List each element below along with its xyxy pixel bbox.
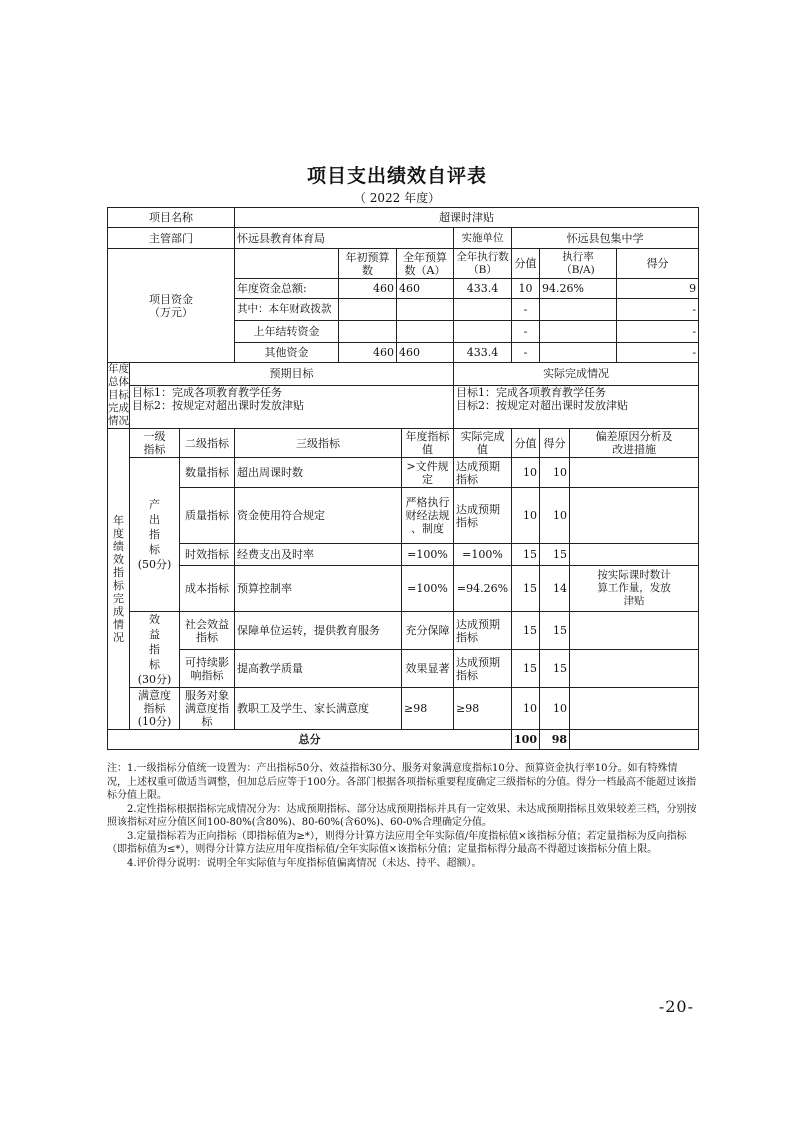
indicator-annual: 严格执行 财经法规 、制度 bbox=[402, 488, 454, 544]
indicator-score: 10 bbox=[540, 458, 570, 488]
indicator-reason bbox=[570, 488, 699, 544]
funds-row-score: - bbox=[617, 299, 699, 321]
satisfaction-label: 满意度 指标 (10分) bbox=[130, 688, 180, 730]
indicator-row bbox=[108, 688, 699, 730]
funds-row-initial bbox=[339, 321, 397, 343]
note-2: 2.定性指标根据指标完成情况分为：达成预期指标、部分达成预期指标并具有一定效果、未达成预期指标且效果较差三档，分别按照该指标对应分值区间100-80%(含80%)、80-60%(含60%)、60-0%合理确定分值。 bbox=[107, 803, 697, 828]
indicator-actual: 达成预期 指标 bbox=[454, 650, 512, 688]
funds-header-blank bbox=[235, 249, 339, 279]
indicator-value: 15 bbox=[512, 650, 540, 688]
indicator-reason bbox=[570, 612, 699, 650]
actual-goals-header: 实际完成情况 bbox=[454, 363, 699, 386]
indicator-row bbox=[108, 612, 699, 650]
performance-table bbox=[107, 207, 699, 750]
funds-row-label: 年度资金总额: bbox=[235, 279, 339, 299]
h-level2: 二级指标 bbox=[180, 429, 235, 458]
indicator-level2: 可持续影 响指标 bbox=[180, 650, 235, 688]
indicator-level2: 时效指标 bbox=[180, 544, 235, 566]
funds-row-initial: 460 bbox=[339, 343, 397, 363]
impl-unit-value: 怀远县包集中学 bbox=[512, 228, 699, 249]
indicator-level2: 质量指标 bbox=[180, 488, 235, 544]
indicator-level3: 保障单位运转，提供教育服务 bbox=[235, 612, 402, 650]
expected-goals-header: 预期目标 bbox=[130, 363, 454, 386]
notes bbox=[107, 762, 697, 870]
indicator-annual: >文件规定 bbox=[402, 458, 454, 488]
indicator-reason bbox=[570, 650, 699, 688]
indicator-level2: 数量指标 bbox=[180, 458, 235, 488]
funds-label: 项目资金 （万元） bbox=[108, 249, 235, 363]
funds-row-full bbox=[397, 321, 454, 343]
indicator-actual: 达成预期 指标 bbox=[454, 612, 512, 650]
indicator-value: 10 bbox=[512, 488, 540, 544]
indicator-value: 15 bbox=[512, 566, 540, 612]
total-blank bbox=[570, 730, 699, 750]
total-score: 98 bbox=[540, 730, 570, 750]
funds-row-initial bbox=[339, 299, 397, 321]
indicator-row bbox=[108, 488, 699, 544]
indicator-score: 15 bbox=[540, 544, 570, 566]
funds-row-rate: 94.26% bbox=[540, 279, 617, 299]
indicator-annual: =100% bbox=[402, 544, 454, 566]
note-3: 3.定量指标若为正向指标（即指标值为≥*），则得分计算方法应用全年实际值/年度指标值×该指标分值；若定量指标为反向指标（即指标值为≤*），则得分计算方法应用年度指标值/全年实际值×该指标分值；定量指标得分最高不得超过该指标分值上限。 bbox=[107, 830, 687, 855]
h-level3: 三级指标 bbox=[235, 429, 402, 458]
funds-row-value: - bbox=[512, 343, 540, 363]
h-actual-value: 实际完成 值 bbox=[454, 429, 512, 458]
col-exec-rate: 执行率 （B/A) bbox=[540, 249, 617, 279]
indicator-actual: 达成预期 指标 bbox=[454, 488, 512, 544]
indicator-value: 15 bbox=[512, 612, 540, 650]
total-label: 总分 bbox=[108, 730, 512, 750]
indicator-reason bbox=[570, 458, 699, 488]
indicator-reason bbox=[570, 688, 699, 730]
funds-row-rate bbox=[540, 299, 617, 321]
indicator-value: 10 bbox=[512, 458, 540, 488]
benefit-label: 效 益 指 标 (30分) bbox=[130, 612, 180, 688]
col-exec-count: 全年执行数 （B） bbox=[454, 249, 512, 279]
h-reason: 偏差原因分析及 改进措施 bbox=[570, 429, 699, 458]
output-label: 产 出 指 标 (50分) bbox=[130, 458, 180, 612]
indicator-actual: =94.26% bbox=[454, 566, 512, 612]
funds-row-rate bbox=[540, 321, 617, 343]
indicator-actual: =100% bbox=[454, 544, 512, 566]
h-score-value: 分值 bbox=[512, 429, 540, 458]
year-line: （ 2022 年度） bbox=[353, 191, 441, 205]
funds-row-label: 上年结转资金 bbox=[235, 321, 339, 343]
indicator-row bbox=[108, 458, 699, 488]
funds-row-value: 10 bbox=[512, 279, 540, 299]
actual-goals-text: 目标1：完成各项教育教学任务 目标2：按规定对超出课时发放津贴 bbox=[454, 385, 699, 428]
indicator-annual: =100% bbox=[402, 566, 454, 612]
indicator-score: 10 bbox=[540, 488, 570, 544]
dept-value: 怀远县教育体育局 bbox=[235, 228, 454, 249]
page-number: -20- bbox=[658, 997, 694, 1016]
indicator-actual: 达成预期 指标 bbox=[454, 458, 512, 488]
indicator-value: 10 bbox=[512, 688, 540, 730]
funds-row-full: 460 bbox=[397, 279, 454, 299]
page-title: 项目支出绩效自评表 bbox=[306, 165, 487, 187]
funds-row-exec: 433.4 bbox=[454, 279, 512, 299]
indicator-annual: 效果显著 bbox=[402, 650, 454, 688]
funds-row-exec bbox=[454, 321, 512, 343]
project-name: 超课时津贴 bbox=[235, 208, 699, 228]
indicator-actual: ≥98 bbox=[454, 688, 512, 730]
indicator-level3: 教职工及学生、家长满意度 bbox=[235, 688, 402, 730]
expected-goals-text: 目标1：完成各项教育教学任务 目标2：按规定对超出课时发放津贴 bbox=[130, 385, 454, 428]
h-annual-value: 年度指标 值 bbox=[402, 429, 454, 458]
indicator-level3: 经费支出及时率 bbox=[235, 544, 402, 566]
col-score-value: 分值 bbox=[512, 249, 540, 279]
funds-row-exec: 433.4 bbox=[454, 343, 512, 363]
indicator-row bbox=[108, 650, 699, 688]
indicator-annual: ≥98 bbox=[402, 688, 454, 730]
funds-row-value: - bbox=[512, 299, 540, 321]
funds-row-full bbox=[397, 299, 454, 321]
funds-row-value: - bbox=[512, 321, 540, 343]
perf-label: 年 度 绩 效 指 标 完 成 情 况 bbox=[108, 429, 130, 730]
funds-row-initial: 460 bbox=[339, 279, 397, 299]
project-name-label: 项目名称 bbox=[108, 208, 235, 228]
indicator-row bbox=[108, 566, 699, 612]
h-level1: 一级 指标 bbox=[130, 429, 180, 458]
funds-row-score: 9 bbox=[617, 279, 699, 299]
indicator-level2: 服务对象 满意度指 标 bbox=[180, 688, 235, 730]
goals-label: 年度 总体 目标 完成 情况 bbox=[108, 363, 129, 427]
indicator-score: 15 bbox=[540, 612, 570, 650]
indicator-annual: 充分保障 bbox=[402, 612, 454, 650]
h-score: 得分 bbox=[540, 429, 570, 458]
funds-row-score: - bbox=[617, 321, 699, 343]
funds-row-score: - bbox=[617, 343, 699, 363]
indicator-reason: 按实际课时数计 算工作量，发放 津贴 bbox=[570, 566, 699, 612]
funds-row-label: 其中：本年财政拨款 bbox=[235, 299, 339, 321]
indicator-level2: 社会效益 指标 bbox=[180, 612, 235, 650]
col-full-budget: 全年预算数（A） bbox=[397, 249, 454, 279]
funds-row-full: 460 bbox=[397, 343, 454, 363]
indicator-reason bbox=[570, 544, 699, 566]
indicator-score: 10 bbox=[540, 688, 570, 730]
indicator-level2: 成本指标 bbox=[180, 566, 235, 612]
total-value: 100 bbox=[512, 730, 540, 750]
funds-row-exec bbox=[454, 299, 512, 321]
col-initial: 年初预算数 bbox=[339, 249, 397, 279]
indicator-score: 14 bbox=[540, 566, 570, 612]
funds-row-rate bbox=[540, 343, 617, 363]
indicator-level3: 预算控制率 bbox=[235, 566, 402, 612]
indicator-score: 15 bbox=[540, 650, 570, 688]
indicator-value: 15 bbox=[512, 544, 540, 566]
indicator-level3: 资金使用符合规定 bbox=[235, 488, 402, 544]
dept-label: 主管部门 bbox=[108, 228, 235, 249]
impl-unit-label: 实施单位 bbox=[454, 228, 512, 249]
col-score: 得分 bbox=[617, 249, 699, 279]
note-1: 注：1.一级指标分值统一设置为：产出指标50分、效益指标30分、服务对象满意度指标10分、预算资金执行率10分。如有特殊情况，上述权重可做适当调整，但加总后应等于100分。各部门根据各项指标重要程度确定三级指标的分值。得分一档最高不能超过该指标分值上限。 bbox=[107, 763, 697, 801]
indicator-level3: 提高教学质量 bbox=[235, 650, 402, 688]
indicator-level3: 超出周课时数 bbox=[235, 458, 402, 488]
funds-row-label: 其他资金 bbox=[235, 343, 339, 363]
indicator-row bbox=[108, 544, 699, 566]
note-4: 4.评价得分说明：说明全年实际值与年度指标值偏离情况（未达、持平、超额）。 bbox=[127, 857, 482, 869]
